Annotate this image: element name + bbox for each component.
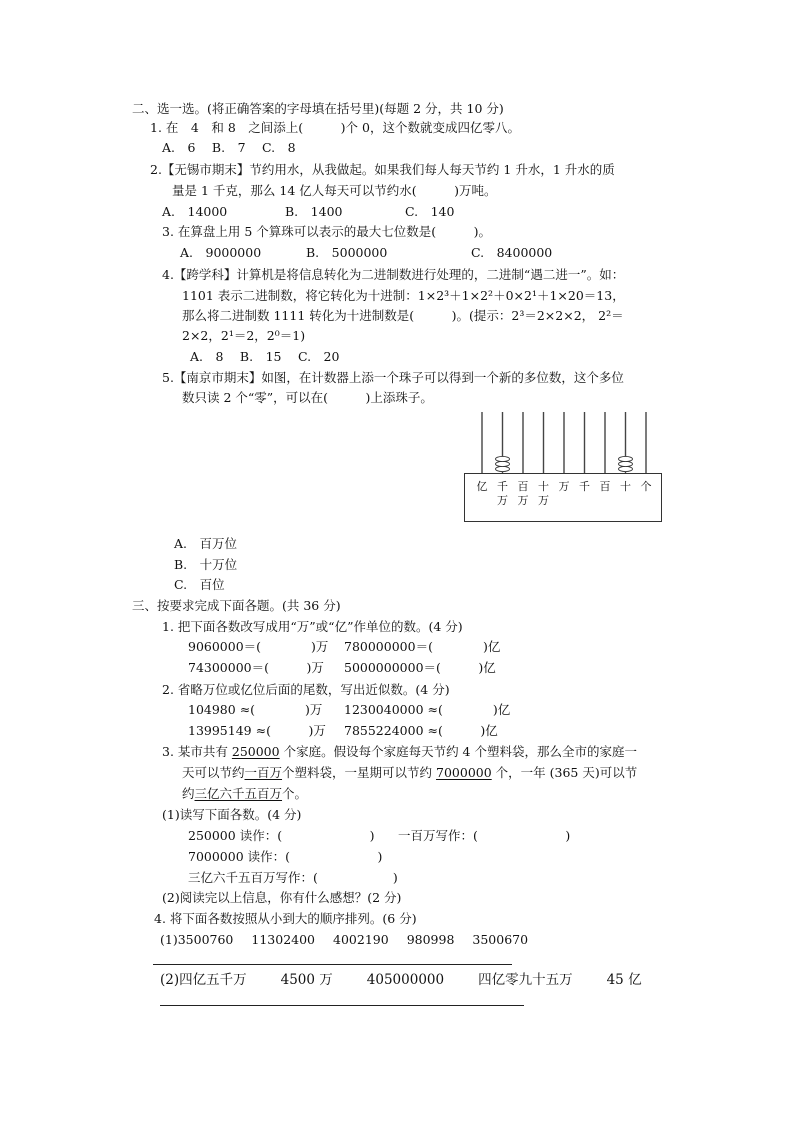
q4-line3: 那么将二进制数 1111 转化为十进制数是( )。(提示：2³＝2×2×2， 2²＝ — [182, 308, 624, 323]
abacus-bead — [496, 461, 510, 466]
s3q3-sub1-row3: 三亿六千五百万写作：( ) — [188, 870, 398, 885]
q2-line2: 量是 1 千克，那么 14 亿人每天可以节约水( )万吨。 — [172, 183, 497, 198]
s3q4-part2: (2)四亿五千万 4500 万 405000000 四亿零九十五万 45 亿 — [160, 972, 642, 988]
s3q3-sub1-row1a: 250000 读作：( ) — [188, 828, 375, 843]
s3q3-line1: 3. 某市共有 250000 个家庭。假设每个家庭每天节约 4 个塑料袋，那么全市的家庭一 — [162, 744, 637, 759]
number-item: 四亿零九十五万 — [478, 972, 573, 988]
abacus-bead — [619, 466, 633, 471]
abacus-label: 万 — [497, 494, 508, 507]
answer-line — [160, 1005, 524, 1006]
underlined-number: 三亿六千五百万 — [194, 786, 283, 801]
abacus-label: 百 — [599, 480, 611, 493]
s3q2-title: 2. 省略万位或亿位后面的尾数，写出近似数。(4 分) — [162, 682, 450, 697]
s3q3-sub1-title: (1)读写下面各数。(4 分) — [162, 807, 302, 822]
q1-options: A. 6 B. 7 C. 8 — [162, 140, 296, 155]
abacus-label: 万 — [558, 480, 570, 493]
q4-options: A. 8 B. 15 C. 20 — [190, 349, 340, 364]
q5-option-a: A. 百万位 — [174, 536, 238, 551]
abacus-label: 万 — [538, 494, 549, 507]
s3q1-row1b: 780000000＝( )亿 — [344, 639, 501, 654]
s3q2-row2a: 13995149 ≈( )万 — [188, 723, 326, 738]
abacus-figure — [464, 410, 662, 522]
abacus-label: 万 — [517, 494, 529, 507]
s3q3-line3: 约三亿六千五百万个。 — [182, 786, 308, 801]
q3-text: 3. 在算盘上用 5 个算珠可以表示的最大七位数是( )。 — [162, 224, 492, 239]
s3q1-title: 1. 把下面各数改写成用“万”或“亿”作单位的数。(4 分) — [162, 619, 463, 634]
s3q3-sub1-row1b: 一百万写作：( ) — [398, 828, 571, 843]
q3-option-a: A. 9000000 — [180, 245, 262, 260]
q5-line2: 数只读 2 个“零”，可以在( )上添珠子。 — [182, 390, 433, 405]
s3q1-row2a: 74300000＝( )万 — [188, 660, 324, 675]
section3-title: 三、按要求完成下面各题。(共 36 分) — [132, 598, 341, 613]
q2-option-a: A. 14000 — [162, 204, 228, 219]
number-item: 11302400 — [251, 932, 316, 947]
q2-option-c: C. 140 — [405, 204, 455, 219]
number-item: 4500 万 — [280, 972, 333, 988]
abacus-label: 十 — [538, 480, 549, 493]
q5-option-c: C. 百位 — [174, 577, 225, 592]
number-item: 3500670 — [472, 932, 529, 947]
abacus-label: 千 — [497, 480, 508, 493]
abacus-label: 千 — [579, 480, 590, 493]
s3q2-row2b: 7855224000 ≈( )亿 — [344, 723, 498, 738]
q2-line1: 2.【无锡市期末】节约用水，从我做起。如果我们每人每天节约 1 升水，1 升水的质 — [150, 162, 615, 177]
q4-line4: 2×2，2¹＝2，2⁰＝1) — [182, 328, 306, 343]
q5-option-b: B. 十万位 — [174, 557, 238, 572]
abacus-label: 个 — [640, 480, 652, 493]
section2-title: 二、选一选。(将正确答案的字母填在括号里)(每题 2 分，共 10 分) — [132, 101, 504, 116]
s3q3-line2: 天可以节约一百万个塑料袋，一星期可以节约 7000000 个，一年 (365 天)可以节 — [182, 765, 638, 780]
answer-line — [153, 964, 512, 965]
q1-text: 1. 在 4 和 8 之间添上( )个 0，这个数就变成四亿零八。 — [150, 120, 520, 135]
number-item: 4002190 — [333, 932, 389, 947]
s3q2-row1b: 1230040000 ≈( )亿 — [344, 702, 511, 717]
underlined-number: 250000 — [231, 744, 280, 759]
number-item: 3500760 — [177, 932, 234, 947]
s3q4-part1: (1)3500760 11302400 4002190 980998 3500670 — [160, 932, 529, 947]
number-item: 980998 — [406, 932, 455, 947]
s3q3-sub2-title: (2)阅读完以上信息，你有什么感想？(2 分) — [162, 890, 402, 905]
underlined-number: 一百万 — [244, 765, 283, 780]
q3-option-c: C. 8400000 — [471, 245, 553, 260]
s3q1-row1a: 9060000＝( )万 — [188, 639, 329, 654]
abacus-bead — [496, 456, 510, 461]
s3q1-row2b: 5000000000＝( )亿 — [344, 660, 496, 675]
abacus-bead — [496, 466, 510, 471]
q4-line2: 1101 表示二进制数，将它转化为十进制：1×2³＋1×2²＋0×2¹＋1×20＝13， — [182, 288, 625, 303]
q4-line1: 4.【跨学科】计算机是将信息转化为二进制数进行处理的，二进制“遇二进一”。如： — [162, 267, 625, 282]
s3q3-sub1-row2: 7000000 读作：( ) — [188, 849, 383, 864]
number-item: 405000000 — [366, 972, 445, 988]
q3-option-b: B. 5000000 — [306, 245, 388, 260]
abacus-bead — [619, 456, 633, 461]
abacus-label: 十 — [620, 480, 631, 493]
q2-option-b: B. 1400 — [285, 204, 343, 219]
abacus-bead — [619, 461, 633, 466]
s3q4-title: 4. 将下面各数按照从小到大的顺序排列。(6 分) — [154, 911, 417, 926]
underlined-number: 7000000 — [436, 765, 492, 780]
q5-line1: 5.【南京市期末】如图，在计数器上添一个珠子可以得到一个新的多位数，这个多位 — [162, 370, 624, 385]
abacus-label: 百 — [517, 480, 529, 493]
abacus-label: 亿 — [476, 480, 488, 493]
number-item: 45 亿 — [606, 972, 642, 988]
number-item: 四亿五千万 — [179, 972, 247, 988]
s3q2-row1a: 104980 ≈( )万 — [188, 702, 323, 717]
